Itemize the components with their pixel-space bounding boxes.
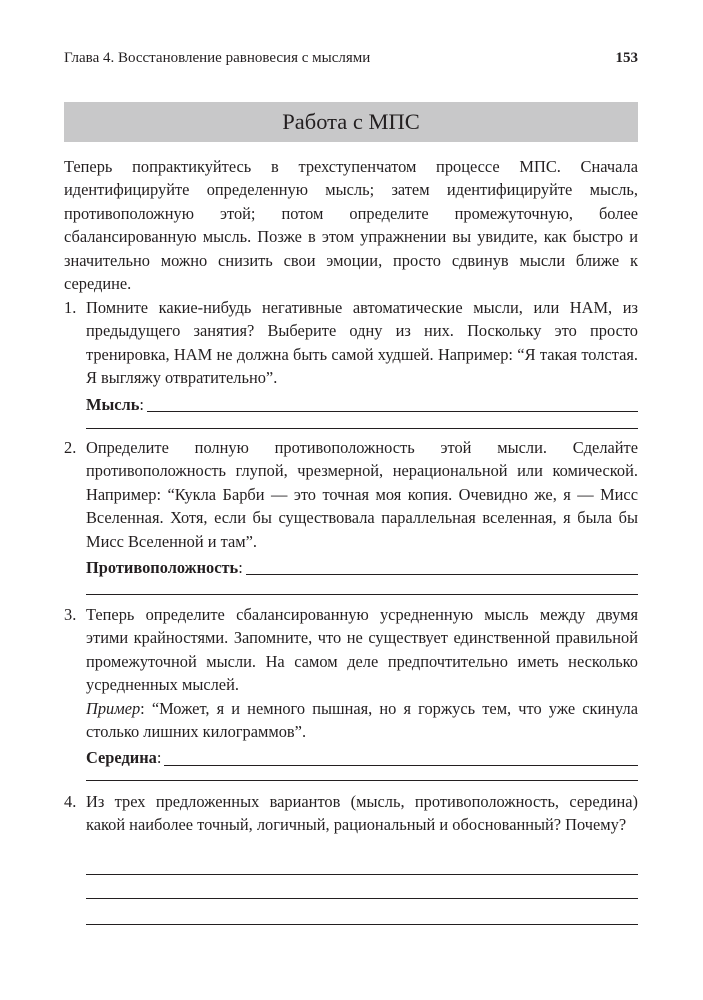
answer-line-extra[interactable] [86,594,638,595]
field-label: Противоположность [86,558,239,578]
item-number: 3. [64,605,77,624]
page-number: 153 [615,50,638,66]
answer-line-3[interactable] [86,924,638,925]
exercise-item-1 [64,296,638,416]
item-text: Определите полную противоположность этой мысли. Сделайте противоположность глупой, чрезмерной, нерациональной или комической. Например: “Кукла Барби — это точная моя копия. Очевидно же, я — Мисс Вселенная. Хотя, если бы существовала параллельная вселенная, я была бы Мисс Вселенной и там”. [86,438,638,551]
field-label: Середина [86,748,157,768]
opposite-field[interactable] [86,556,638,579]
answer-line[interactable] [147,411,638,412]
running-header [64,50,638,67]
thought-field[interactable] [86,393,638,416]
exercise-item-2 [64,436,638,579]
answer-line-1[interactable] [86,874,638,875]
item-text: Помните какие-нибудь негативные автоматические мысли, или НАМ, из предыдущего занятия? Выберите одну из них. Поскольку это просто тренировка, НАМ не должна быть самой худшей. Например: “Я такая толстая. Я выгляжу отвратительно”. [86,298,638,388]
answer-line-extra[interactable] [86,428,638,429]
example-paragraph [86,697,638,744]
answer-line[interactable] [246,574,638,575]
section-title-bar [64,102,638,142]
answer-line-2[interactable] [86,898,638,899]
answer-line-extra[interactable] [86,780,638,781]
field-colon: : [238,558,243,578]
field-label: Мысль [86,394,140,414]
exercise-item-3 [64,603,638,770]
item-text: Теперь определите сбалансированную усредненную мысль между двумя этими крайностями. Запомните, что не существует единственной правильной промежуточной мысли. На самом деле предпочтительно иметь несколько усредненных мыслей. [86,605,638,695]
item-number: 4. [64,792,77,811]
field-colon: : [156,748,162,768]
exercise-item-4 [64,790,638,837]
intro-paragraph: Теперь попрактикуйтесь в трехступенчатом процессе МПС. Сначала идентифицируйте определенную мысль; затем идентифицируйте мысль, противоположную этой; потом определите промежуточную, более сбалансированную мысль. Позже в этом упражнении вы увидите, как быстро и значительно можно снизить свои эмоции, просто сдвинув мысли ближе к середине. [64,157,638,294]
chapter-title: Глава 4. Восстановление равновесия с мыслями [64,50,371,66]
item-number: 1. [64,298,77,317]
section-title: Работа с МПС [282,109,420,134]
item-number: 2. [64,438,77,457]
middle-field[interactable] [86,746,638,769]
field-colon: : [139,394,144,414]
item-text: Из трех предложенных вариантов (мысль, противоположность, середина) какой наиболее точный, логичный, рациональный и обоснованный? Почему? [86,792,638,835]
example-label: Пример [86,698,141,718]
example-text: : “Может, я и немного пышная, но я горжусь тем, что уже скинула столько лишних килограммов”. [86,698,638,742]
answer-line[interactable] [164,765,638,766]
